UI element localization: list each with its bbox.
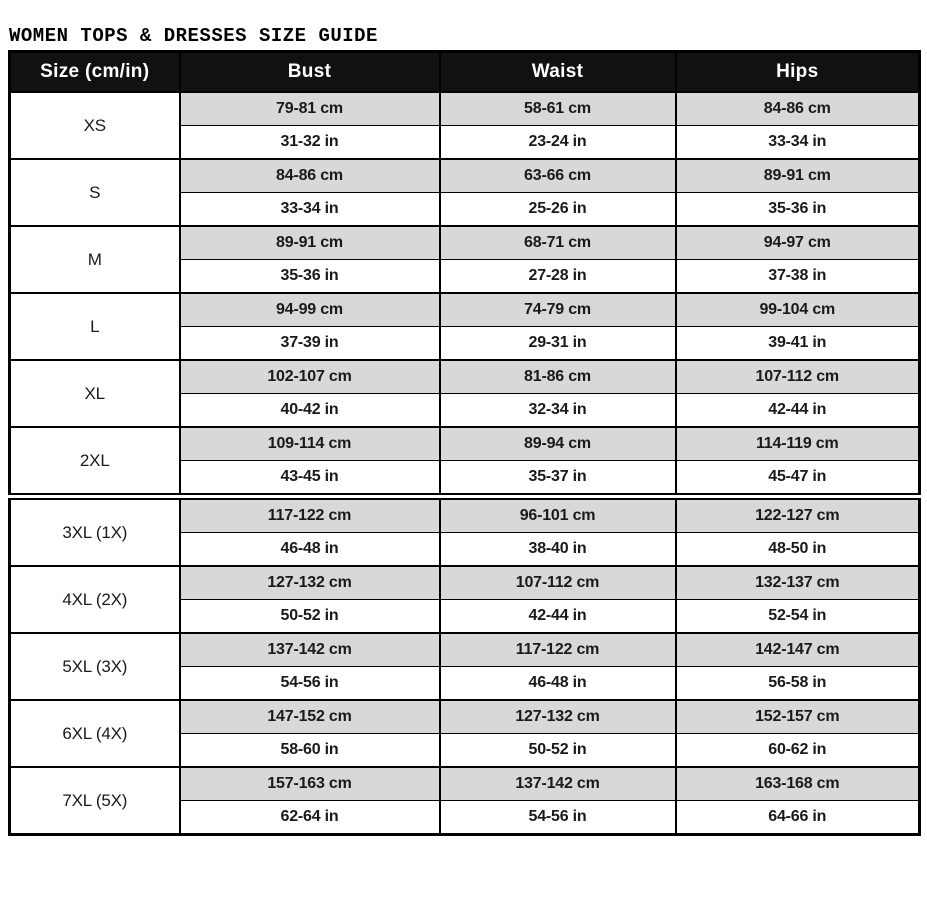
header-bust: Bust — [180, 52, 440, 93]
waist-in-value: 27-28 in — [440, 260, 676, 294]
hips-cm-value: 163-168 cm — [676, 767, 920, 801]
waist-cm-value: 89-94 cm — [440, 427, 676, 461]
table-row-6xl-cm — [10, 700, 920, 734]
header-hips: Hips — [676, 52, 920, 93]
header-waist: Waist — [440, 52, 676, 93]
hips-cm-value: 142-147 cm — [676, 633, 920, 667]
waist-in-value: 46-48 in — [440, 667, 676, 701]
hips-cm-value: 99-104 cm — [676, 293, 920, 327]
bust-cm-value: 137-142 cm — [180, 633, 440, 667]
bust-cm-value: 84-86 cm — [180, 159, 440, 193]
hips-in-value: 64-66 in — [676, 801, 920, 835]
hips-in-value: 35-36 in — [676, 193, 920, 227]
bust-cm-value: 127-132 cm — [180, 566, 440, 600]
hips-cm-value: 89-91 cm — [676, 159, 920, 193]
size-label-2xl: 2XL — [10, 427, 180, 497]
size-label-s: S — [10, 159, 180, 226]
size-guide-table — [8, 50, 921, 836]
hips-cm-value: 122-127 cm — [676, 497, 920, 533]
table-row-3xl-cm — [10, 497, 920, 533]
table-row-7xl-cm — [10, 767, 920, 801]
table-row-m-cm — [10, 226, 920, 260]
bust-in-value: 58-60 in — [180, 734, 440, 768]
hips-cm-value: 84-86 cm — [676, 92, 920, 126]
waist-cm-value: 68-71 cm — [440, 226, 676, 260]
hips-cm-value: 152-157 cm — [676, 700, 920, 734]
page-title: WOMEN TOPS & DRESSES SIZE GUIDE — [9, 25, 378, 47]
waist-cm-value: 107-112 cm — [440, 566, 676, 600]
waist-cm-value: 117-122 cm — [440, 633, 676, 667]
waist-cm-value: 58-61 cm — [440, 92, 676, 126]
hips-in-value: 56-58 in — [676, 667, 920, 701]
bust-in-value: 33-34 in — [180, 193, 440, 227]
bust-cm-value: 89-91 cm — [180, 226, 440, 260]
table-row-s-cm — [10, 159, 920, 193]
hips-cm-value: 107-112 cm — [676, 360, 920, 394]
hips-in-value: 42-44 in — [676, 394, 920, 428]
bust-in-value: 62-64 in — [180, 801, 440, 835]
waist-cm-value: 137-142 cm — [440, 767, 676, 801]
waist-in-value: 50-52 in — [440, 734, 676, 768]
hips-cm-value: 132-137 cm — [676, 566, 920, 600]
waist-in-value: 35-37 in — [440, 461, 676, 497]
bust-in-value: 50-52 in — [180, 600, 440, 634]
header-row — [10, 52, 920, 93]
waist-cm-value: 127-132 cm — [440, 700, 676, 734]
waist-in-value: 32-34 in — [440, 394, 676, 428]
hips-cm-value: 94-97 cm — [676, 226, 920, 260]
table-row-5xl-cm — [10, 633, 920, 667]
bust-in-value: 35-36 in — [180, 260, 440, 294]
size-label-l: L — [10, 293, 180, 360]
bust-cm-value: 102-107 cm — [180, 360, 440, 394]
size-label-7xl: 7XL (5X) — [10, 767, 180, 835]
bust-in-value: 37-39 in — [180, 327, 440, 361]
table-row-xs-cm — [10, 92, 920, 126]
bust-in-value: 46-48 in — [180, 533, 440, 567]
bust-cm-value: 117-122 cm — [180, 497, 440, 533]
bust-cm-value: 109-114 cm — [180, 427, 440, 461]
hips-in-value: 60-62 in — [676, 734, 920, 768]
hips-cm-value: 114-119 cm — [676, 427, 920, 461]
bust-in-value: 40-42 in — [180, 394, 440, 428]
bust-cm-value: 147-152 cm — [180, 700, 440, 734]
size-label-3xl: 3XL (1X) — [10, 497, 180, 567]
bust-in-value: 54-56 in — [180, 667, 440, 701]
hips-in-value: 37-38 in — [676, 260, 920, 294]
hips-in-value: 52-54 in — [676, 600, 920, 634]
waist-in-value: 54-56 in — [440, 801, 676, 835]
waist-cm-value: 63-66 cm — [440, 159, 676, 193]
waist-in-value: 42-44 in — [440, 600, 676, 634]
waist-cm-value: 81-86 cm — [440, 360, 676, 394]
size-label-4xl: 4XL (2X) — [10, 566, 180, 633]
size-label-xs: XS — [10, 92, 180, 159]
bust-in-value: 31-32 in — [180, 126, 440, 160]
hips-in-value: 39-41 in — [676, 327, 920, 361]
hips-in-value: 45-47 in — [676, 461, 920, 497]
size-label-6xl: 6XL (4X) — [10, 700, 180, 767]
bust-cm-value: 94-99 cm — [180, 293, 440, 327]
size-label-m: M — [10, 226, 180, 293]
hips-in-value: 48-50 in — [676, 533, 920, 567]
bust-in-value: 43-45 in — [180, 461, 440, 497]
bust-cm-value: 157-163 cm — [180, 767, 440, 801]
table-row-xl-cm — [10, 360, 920, 394]
waist-cm-value: 74-79 cm — [440, 293, 676, 327]
table-row-4xl-cm — [10, 566, 920, 600]
size-label-xl: XL — [10, 360, 180, 427]
size-label-5xl: 5XL (3X) — [10, 633, 180, 700]
hips-in-value: 33-34 in — [676, 126, 920, 160]
waist-in-value: 25-26 in — [440, 193, 676, 227]
table-row-l-cm — [10, 293, 920, 327]
waist-in-value: 29-31 in — [440, 327, 676, 361]
header-size: Size (cm/in) — [10, 52, 180, 93]
waist-cm-value: 96-101 cm — [440, 497, 676, 533]
bust-cm-value: 79-81 cm — [180, 92, 440, 126]
table-row-2xl-cm — [10, 427, 920, 461]
waist-in-value: 38-40 in — [440, 533, 676, 567]
waist-in-value: 23-24 in — [440, 126, 676, 160]
